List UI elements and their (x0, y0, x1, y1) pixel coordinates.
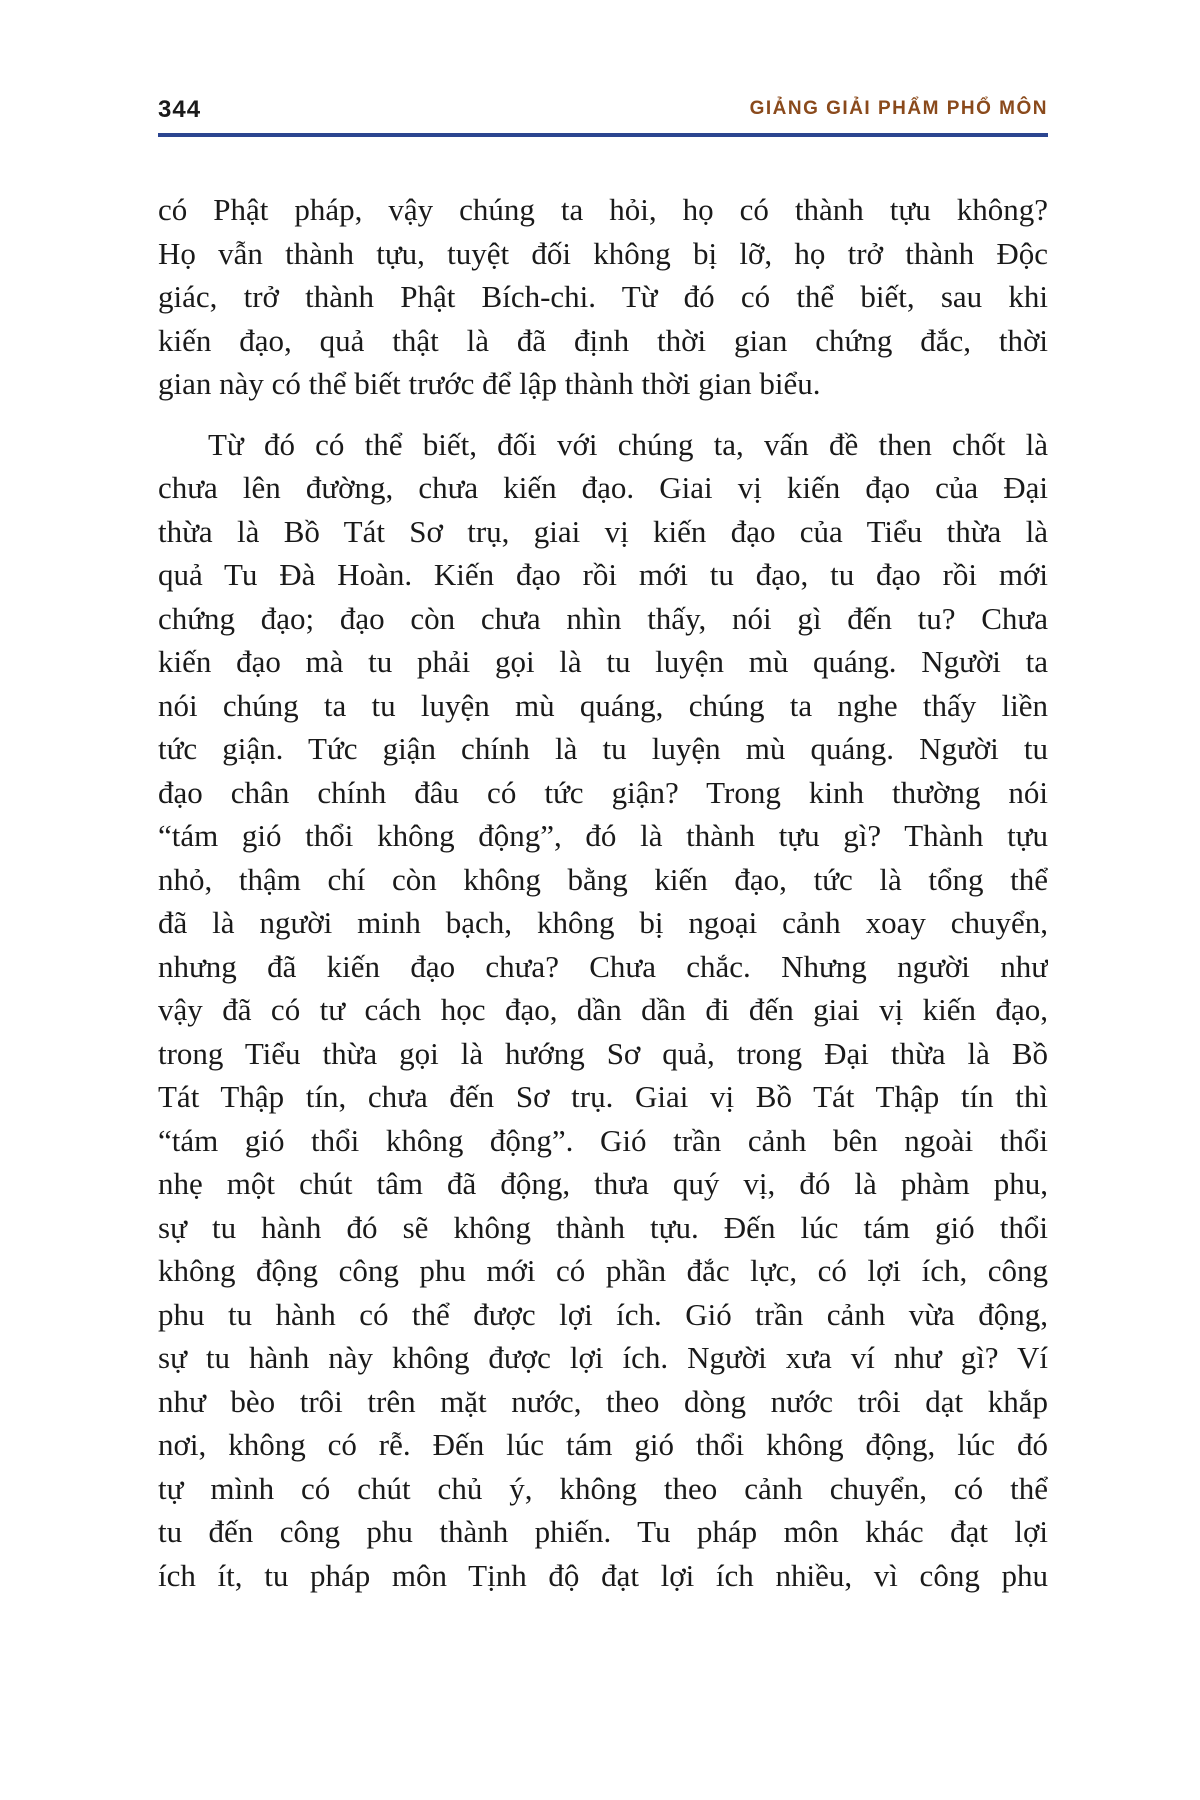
text-line: “tám gió thổi không động”. Gió trần cảnh bên ngoài thổi (158, 1122, 1048, 1158)
text-line: gian này có thể biết trước để lập thành thời gian biểu. (158, 366, 821, 401)
paragraph (158, 423, 1048, 1598)
text-line: tu đến công phu thành phiến. Tu pháp môn khác đạt lợi (158, 1514, 1048, 1549)
text-line: kiến đạo, quả thật là đã định thời gian chứng đắc, thời (158, 322, 1048, 358)
text-line: chưa lên đường, chưa kiến đạo. Giai vị kiến đạo của Đại (158, 470, 1048, 505)
text-line: Từ đó có thể biết, đối với chúng ta, vấn đề then chốt là (208, 426, 1048, 462)
text-line: nhỏ, thậm chí còn không bằng kiến đạo, tức là tổng thể (158, 861, 1048, 897)
text-line: ích ít, tu pháp môn Tịnh độ đạt lợi ích nhiều, vì công phu (158, 1557, 1048, 1593)
text-line: có Phật pháp, vậy chúng ta hỏi, họ có thành tựu không? (158, 192, 1048, 227)
text-line: đã là người minh bạch, không bị ngoại cảnh xoay chuyển, (158, 905, 1048, 940)
page-header (158, 96, 1048, 128)
text-line: “tám gió thổi không động”, đó là thành tựu gì? Thành tựu (158, 818, 1048, 853)
text-line: sự tu hành này không được lợi ích. Người xưa ví như gì? Ví (158, 1340, 1048, 1375)
text-line: chứng đạo; đạo còn chưa nhìn thấy, nói gì đến tu? Chưa (158, 600, 1048, 636)
text-line: tự mình có chút chủ ý, không theo cảnh chuyển, có thể (158, 1470, 1048, 1506)
page-number: 344 (158, 96, 202, 123)
text-line: nhẹ một chút tâm đã động, thưa quý vị, đó là phàm phu, (158, 1166, 1048, 1201)
text-line: quả Tu Đà Hoàn. Kiến đạo rồi mới tu đạo, tu đạo rồi mới (158, 557, 1048, 592)
text-line: không động công phu mới có phần đắc lực, có lợi ích, công (158, 1253, 1048, 1288)
text-line: kiến đạo mà tu phải gọi là tu luyện mù quáng. Người ta (158, 644, 1048, 679)
text-line: thừa là Bồ Tát Sơ trụ, giai vị kiến đạo của Tiểu thừa là (158, 513, 1048, 549)
text-line: Họ vẫn thành tựu, tuyệt đối không bị lỡ, họ trở thành Độc (158, 235, 1048, 271)
text-line: nơi, không có rễ. Đến lúc tám gió thổi không động, lúc đó (158, 1427, 1048, 1462)
text-line: đạo chân chính đâu có tức giận? Trong kinh thường nói (158, 774, 1048, 810)
text-line: vậy đã có tư cách học đạo, dần dần đi đến giai vị kiến đạo, (158, 992, 1048, 1027)
text-line: giác, trở thành Phật Bích-chi. Từ đó có thể biết, sau khi (158, 279, 1048, 314)
text-line: trong Tiểu thừa gọi là hướng Sơ quả, trong Đại thừa là Bồ (158, 1035, 1048, 1071)
text-line: phu tu hành có thể được lợi ích. Gió trần cảnh vừa động, (158, 1296, 1048, 1332)
text-line: Tát Thập tín, chưa đến Sơ trụ. Giai vị Bồ Tát Thập tín thì (158, 1079, 1048, 1114)
text-line: nói chúng ta tu luyện mù quáng, chúng ta nghe thấy liền (158, 687, 1048, 723)
body-text (158, 188, 1048, 1597)
text-line: như bèo trôi trên mặt nước, theo dòng nước trôi dạt khắp (158, 1383, 1048, 1419)
header-rule (158, 133, 1048, 137)
text-line: sự tu hành đó sẽ không thành tựu. Đến lúc tám gió thổi (158, 1209, 1048, 1245)
text-line: nhưng đã kiến đạo chưa? Chưa chắc. Nhưng người như (158, 948, 1048, 984)
running-title: GIẢNG GIẢI PHẨM PHỔ MÔN (749, 98, 1048, 119)
paragraph (158, 188, 1048, 406)
text-line: tức giận. Tức giận chính là tu luyện mù quáng. Người tu (158, 731, 1048, 766)
